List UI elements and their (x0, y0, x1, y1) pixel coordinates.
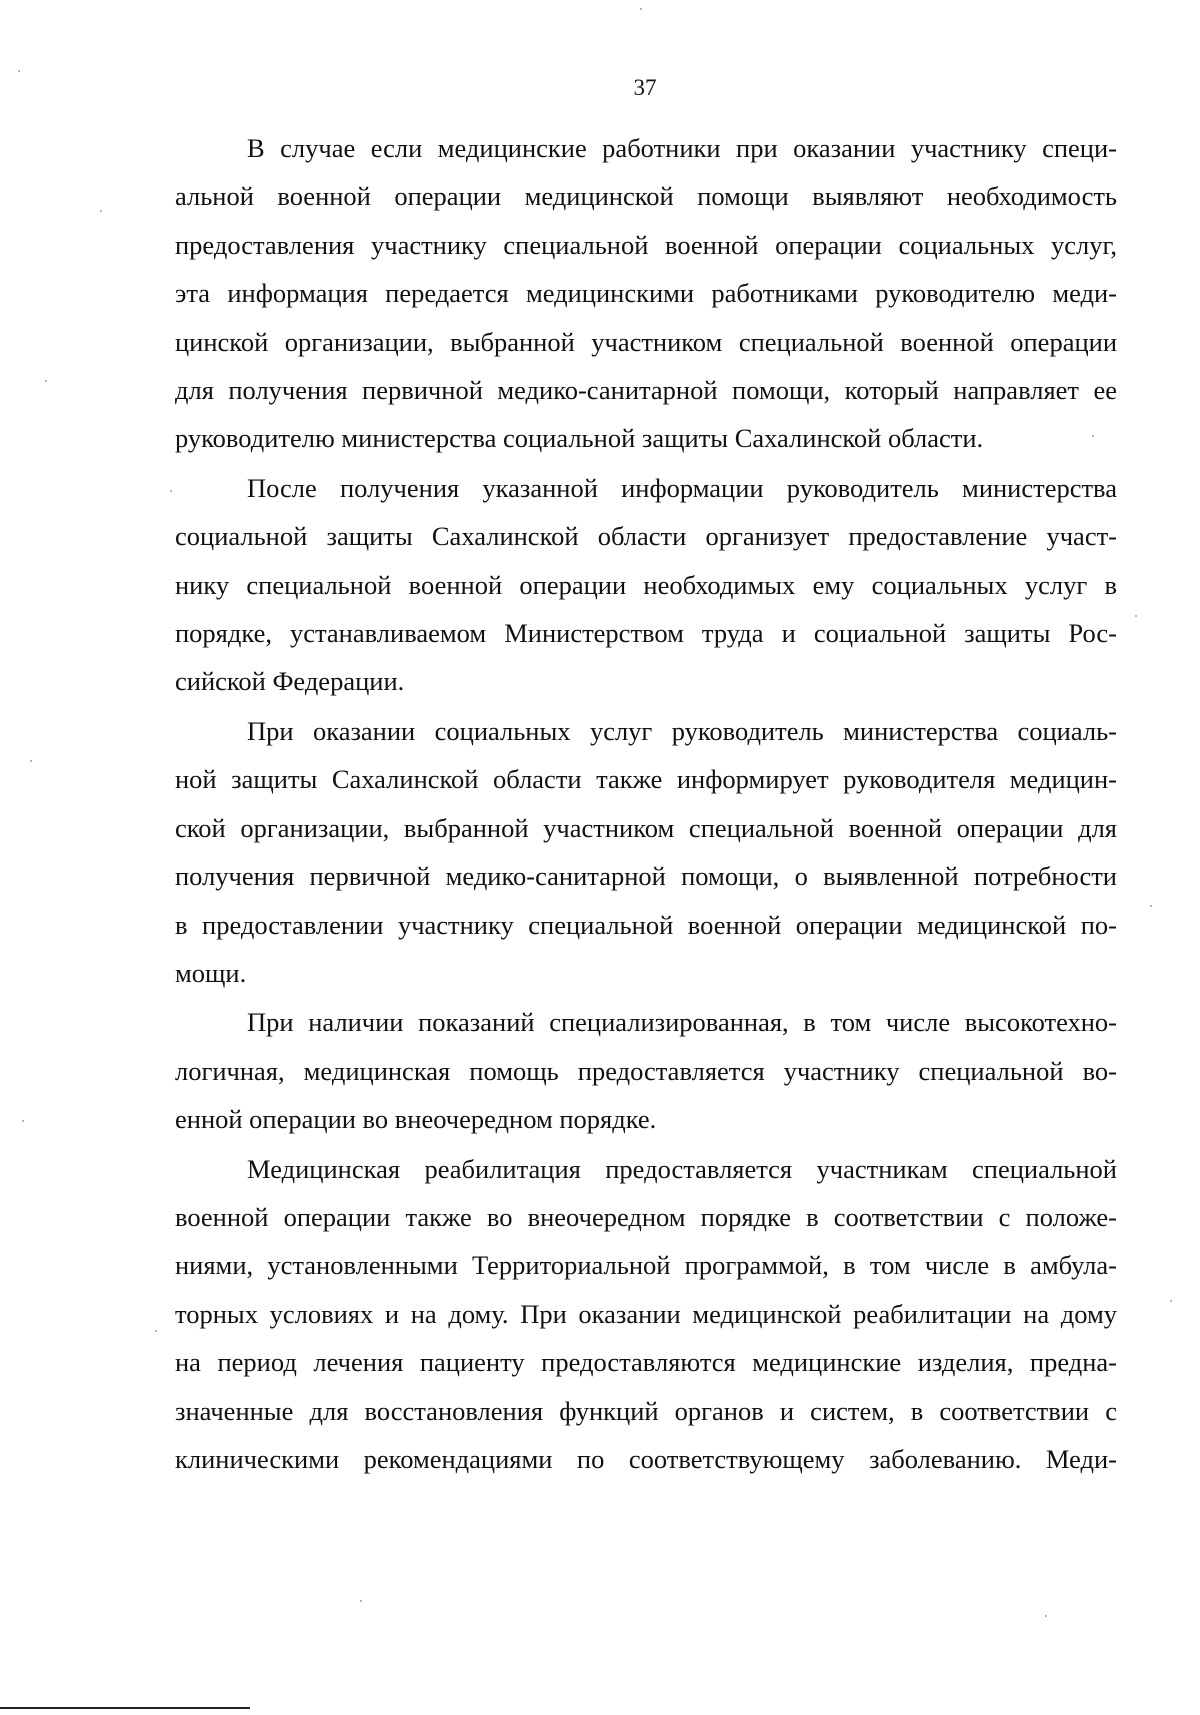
paragraph (175, 1145, 1117, 1484)
text-line: сийской Федерации. (175, 666, 405, 697)
text-line: эта информация передается медицинскими работниками руководителю меди- (175, 278, 1117, 309)
paragraph (175, 464, 1117, 706)
text-line: альной военной операции медицинской помощи выявляют необходимость (175, 181, 1117, 212)
paragraph (175, 124, 1117, 463)
text-line: предоставления участнику специальной военной операции социальных услуг, (175, 229, 1117, 260)
text-line: военной операции также во внеочередном порядке в соответствии с положе- (175, 1201, 1117, 1232)
text-line: на период лечения пациенту предоставляются медицинские изделия, предна- (175, 1347, 1117, 1378)
text-line: нику специальной военной операции необходимых ему социальных услуг в (175, 569, 1117, 600)
text-line: енной операции во внеочередном порядке. (175, 1104, 657, 1135)
text-line: социальной защиты Сахалинской области организует предоставление участ- (175, 521, 1117, 552)
text-line: логичная, медицинская помощь предоставляется участнику специальной во- (175, 1055, 1117, 1086)
text-line: руководителю министерства социальной защиты Сахалинской области. (175, 423, 984, 454)
scan-speck (640, 8, 642, 10)
text-line: цинской организации, выбранной участником специальной военной операции (175, 326, 1117, 357)
text-line: ской организации, выбранной участником специальной военной операции для (175, 812, 1117, 843)
text-line: При оказании социальных услуг руководитель министерства социаль- (247, 715, 1117, 746)
scan-speck (360, 1600, 362, 1602)
text-line: для получения первичной медико-санитарной помощи, который направляет ее (175, 375, 1117, 406)
scan-speck (1170, 1300, 1172, 1302)
text-line: ной защиты Сахалинской области также информирует руководителя медицин- (175, 764, 1117, 795)
scan-speck (30, 760, 32, 762)
scan-speck (45, 380, 47, 382)
scan-speck (18, 70, 20, 72)
scan-speck (1092, 435, 1094, 437)
scan-speck (22, 1120, 24, 1122)
scan-speck (170, 490, 172, 492)
text-line: При наличии показаний специализированная, в том числе высокотехно- (247, 1007, 1117, 1038)
text-line: После получения указанной информации руководитель министерства (247, 472, 1117, 503)
text-line: клиническими рекомендациями по соответствующему заболеванию. Меди- (175, 1443, 1117, 1474)
scan-speck (100, 210, 102, 212)
text-line: ниями, установленными Территориальной программой, в том числе в амбула- (175, 1250, 1117, 1281)
document-body (175, 124, 1117, 1483)
scan-speck (1135, 615, 1137, 617)
scan-edge-line (0, 1707, 250, 1709)
paragraph (175, 998, 1117, 1143)
text-line: В случае если медицинские работники при оказании участнику специ- (247, 133, 1117, 163)
text-line: Медицинская реабилитация предоставляется участникам специальной (247, 1153, 1117, 1184)
text-line: торных условиях и на дому. При оказании медицинской реабилитации на дому (175, 1298, 1117, 1329)
text-line: порядке, устанавливаемом Министерством труда и социальной защиты Рос- (175, 618, 1117, 649)
paragraph (175, 707, 1117, 997)
page-number: 37 (633, 75, 657, 100)
text-line: в предоставлении участнику специальной военной операции медицинской по- (175, 909, 1117, 940)
text-line: значенные для восстановления функций органов и систем, в соответствии с (175, 1395, 1117, 1426)
scan-speck (155, 1330, 157, 1332)
text-line: мощи. (175, 957, 247, 988)
scan-speck (1045, 1615, 1047, 1617)
scan-speck (1150, 905, 1152, 907)
text-line: получения первичной медико-санитарной помощи, о выявленной потребности (175, 861, 1117, 892)
